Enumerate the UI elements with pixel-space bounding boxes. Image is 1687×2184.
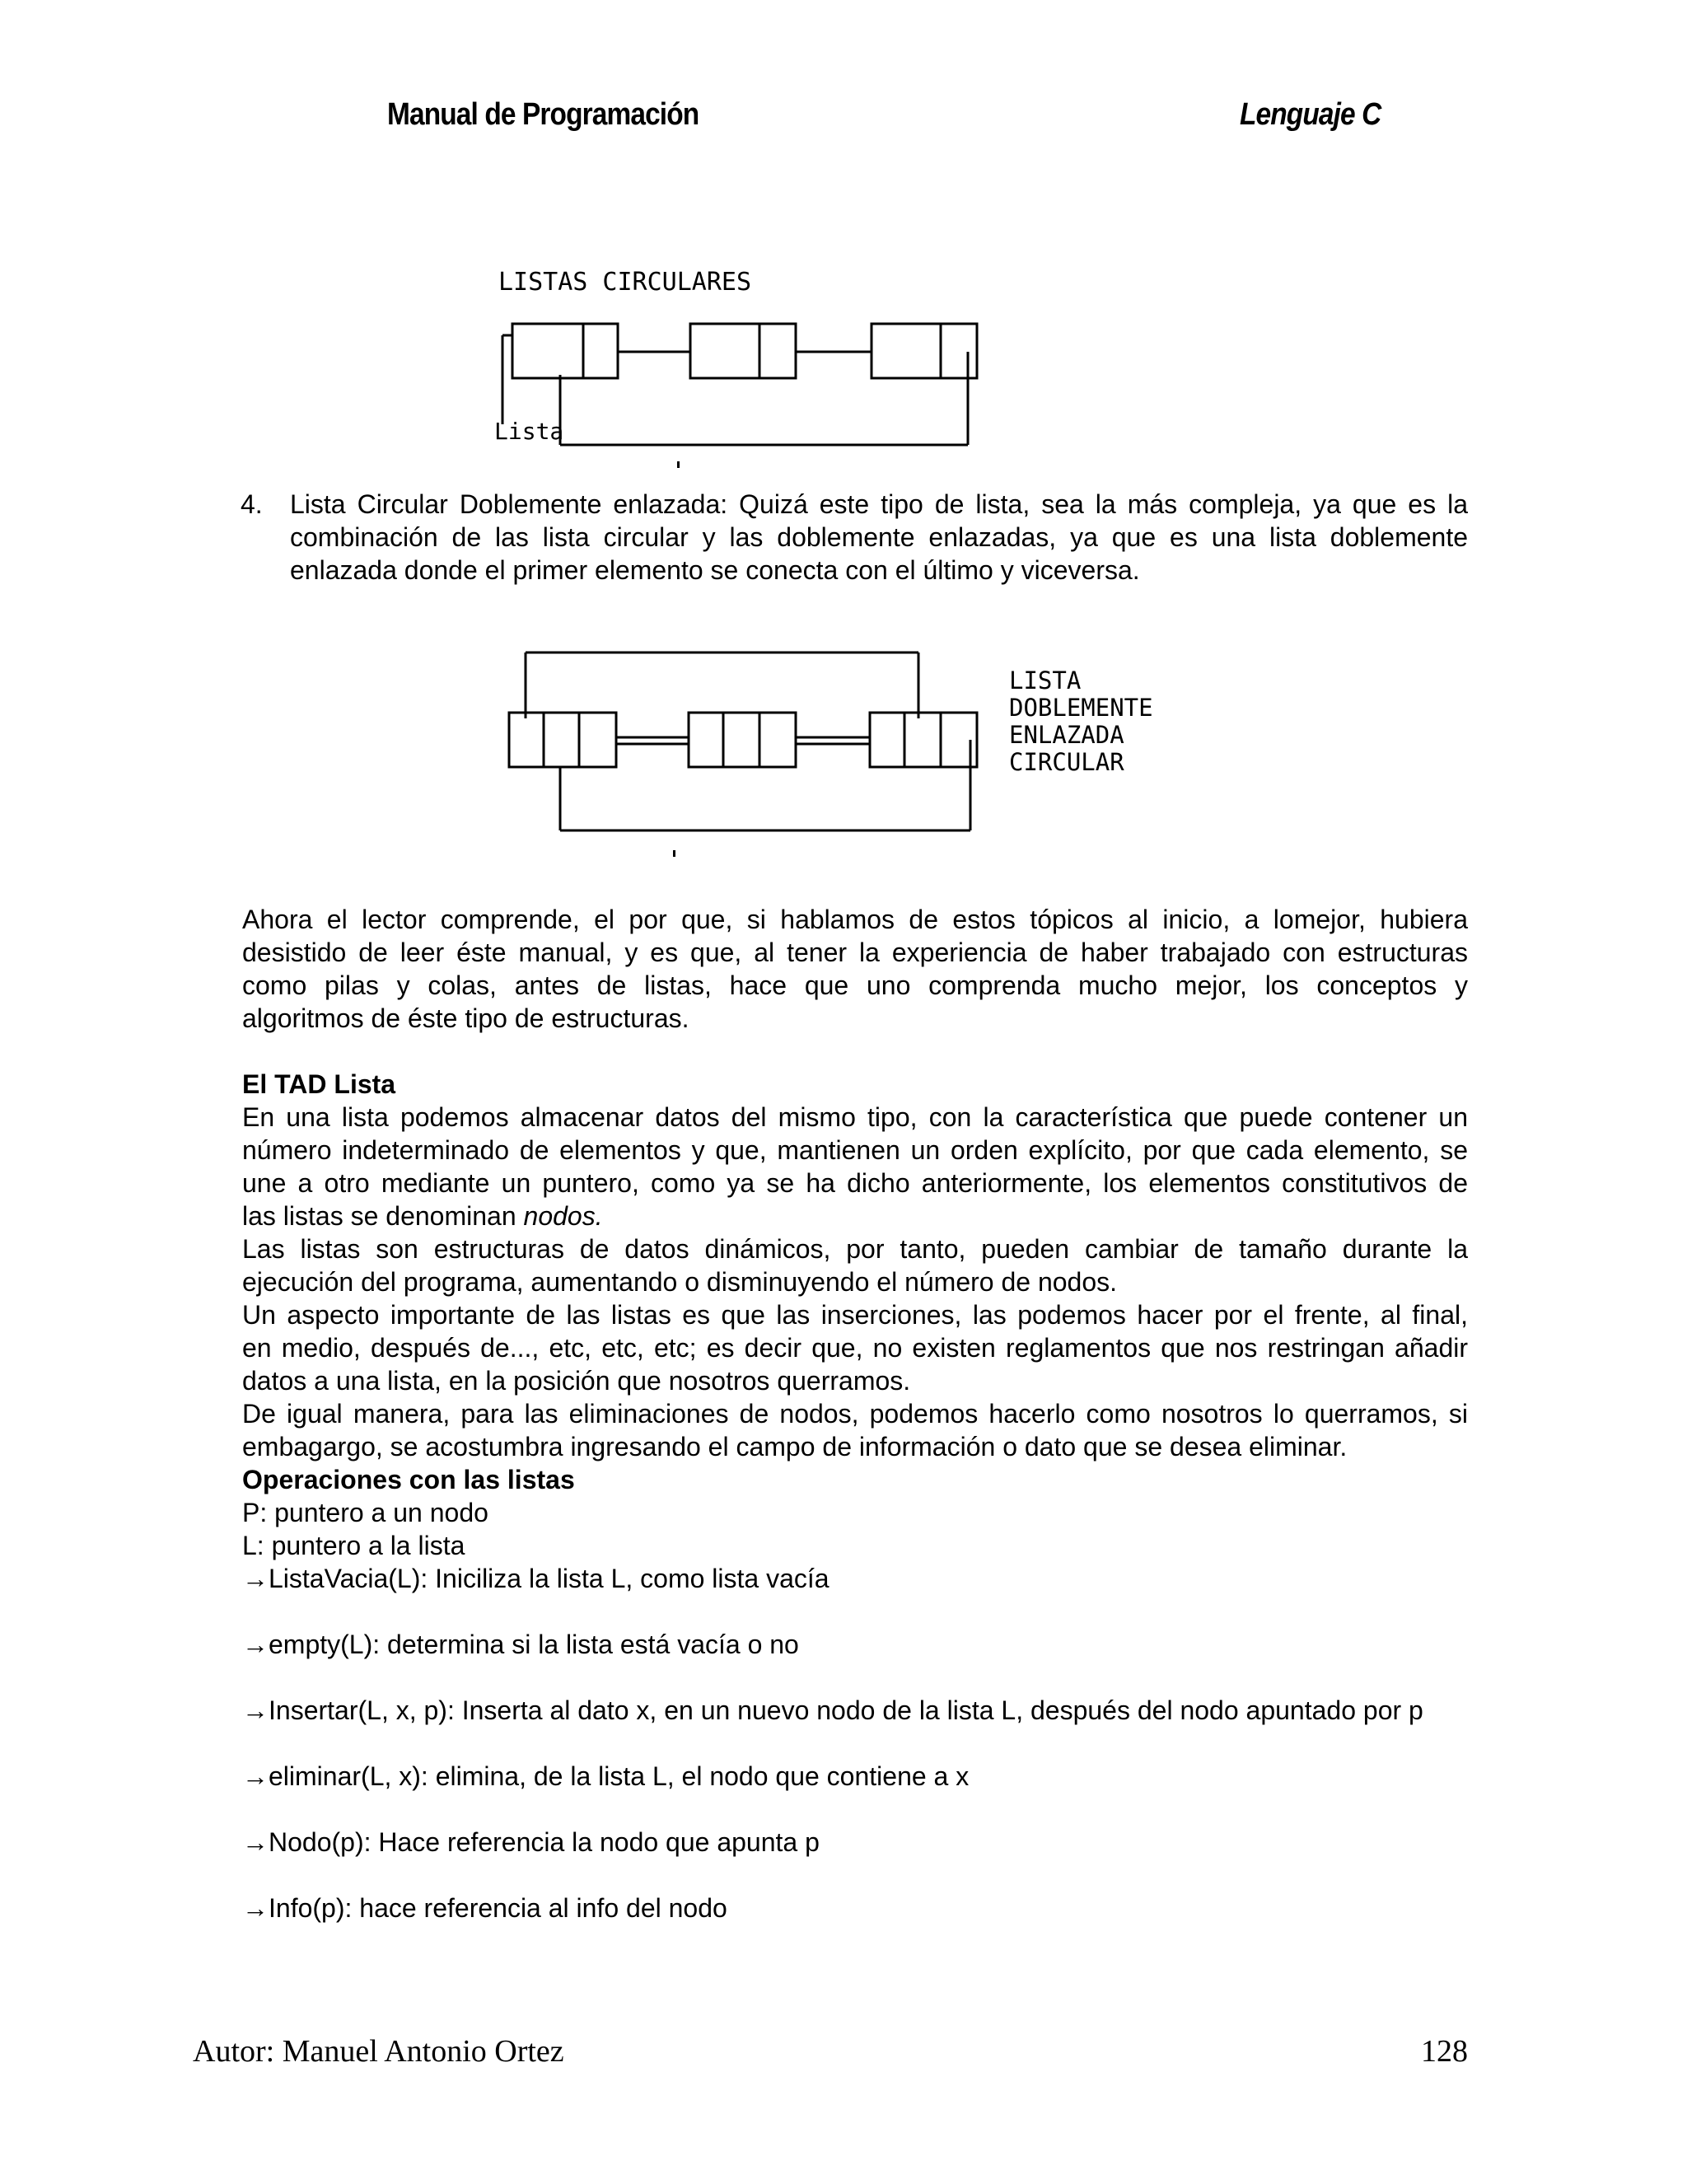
operation-text: Nodo(p): Hace referencia la nodo que apunta p xyxy=(269,1827,820,1857)
operation-text: Info(p): hace referencia al info del nodo xyxy=(269,1893,727,1923)
operation-text: eliminar(L, x): elimina, de la lista L, el nodo que contiene a x xyxy=(269,1761,970,1791)
list-pointer-label: Lista xyxy=(494,418,564,445)
operation-text: ListaVacia(L): Iniciliza la lista L, como lista vacía xyxy=(269,1564,829,1593)
arrow-icon: → xyxy=(242,1761,269,1791)
text-fragment: las listas se denominan xyxy=(242,1201,524,1231)
page-number: 128 xyxy=(1421,2034,1468,2069)
section-heading: Operaciones con las listas xyxy=(242,1465,575,1494)
text-line: En una lista podemos almacenar datos del mismo tipo, con la característica que puede contener un xyxy=(242,1102,1468,1132)
list-node xyxy=(509,713,616,767)
footer-author: Autor: Manuel Antonio Ortez xyxy=(193,2034,564,2069)
diagram-label-line: CIRCULAR xyxy=(1009,748,1124,776)
diagram-title: LISTAS CIRCULARES xyxy=(498,268,752,297)
item4-paragraph xyxy=(290,488,1468,587)
operation-item xyxy=(242,1694,1423,1727)
text-line: como pilas y colas, antes de listas, hace que uno comprenda mucho mejor, los conceptos y xyxy=(242,970,1468,1000)
arrow-icon: → xyxy=(242,1630,269,1659)
header-subtitle: Lenguaje C xyxy=(1240,97,1381,132)
operation-item xyxy=(242,1628,799,1661)
text-line: combinación de las lista circular y las doblemente enlazadas, ya que es una lista doblemente xyxy=(290,522,1468,552)
text-line: ejecución del programa, aumentando o disminuyendo el número de nodos. xyxy=(242,1267,1118,1297)
operation-text: Insertar(L, x, p): Inserta al dato x, en un nuevo nodo de la lista L, después del nodo apuntado por p xyxy=(269,1695,1423,1725)
operation-item xyxy=(242,1562,829,1595)
text-line: une a otro mediante un puntero, como ya se ha dicho anteriormente, los elementos constitutivos de xyxy=(242,1168,1468,1198)
text-line: De igual manera, para las eliminaciones de nodos, podemos hacerlo como nosotros lo querramos, si xyxy=(242,1399,1468,1429)
text-line: Un aspecto importante de las listas es que las inserciones, las podemos hacer por el frente, al final, xyxy=(242,1300,1468,1330)
list-node xyxy=(689,713,796,767)
text-line: Las listas son estructuras de datos dinámicos, por tanto, pueden cambiar de tamaño durante la xyxy=(242,1234,1468,1264)
text-line xyxy=(242,1200,1468,1232)
diagram-label-line: LISTA xyxy=(1009,666,1082,694)
arrow-icon: → xyxy=(242,1564,269,1593)
text-line: P: puntero a un nodo xyxy=(242,1498,488,1527)
text-line: Ahora el lector comprende, el por que, si hablamos de estos tópicos al inicio, a lomejor, hubiera xyxy=(242,905,1468,934)
arrow-icon: → xyxy=(242,1893,269,1923)
item-number: 4. xyxy=(241,489,263,519)
header-title: Manual de Programación xyxy=(387,97,699,132)
text-line: Lista Circular Doblemente enlazada: Quizá este tipo de lista, sea la más compleja, ya que es la xyxy=(290,489,1468,519)
arrow-icon: → xyxy=(242,1695,269,1725)
operation-item xyxy=(242,1760,969,1793)
text-line: embagargo, se acostumbra ingresando el campo de información o dato que se desea eliminar. xyxy=(242,1432,1348,1461)
arrow-icon: → xyxy=(242,1827,269,1857)
list-node xyxy=(872,324,977,378)
text-line: L: puntero a la lista xyxy=(242,1531,465,1560)
section-heading: El TAD Lista xyxy=(242,1069,396,1099)
operation-text: empty(L): determina si la lista está vacía o no xyxy=(269,1630,799,1659)
text-line: algoritmos de éste tipo de estructuras. xyxy=(242,1003,689,1033)
circular-list-diagram xyxy=(486,260,997,474)
text-line: en medio, después de..., etc, etc, etc; es decir que, no existen reglamentos que nos restringan añadir xyxy=(242,1333,1468,1363)
double-circular-list-diagram xyxy=(494,643,1186,869)
list-node xyxy=(512,324,618,378)
diagram-label-line: DOBLEMENTE xyxy=(1009,694,1153,722)
text-line: enlazada donde el primer elemento se conecta con el último y viceversa. xyxy=(290,555,1140,585)
text-line: número indeterminado de elementos y que, mantienen un orden explícito, por que cada elemento, se xyxy=(242,1135,1468,1165)
tad-section xyxy=(242,1068,1468,1562)
list-node xyxy=(690,324,796,378)
text-line: desistido de leer éste manual, y es que, al tener la experiencia de haber trabajado con estructuras xyxy=(242,938,1468,967)
operation-item xyxy=(242,1892,727,1924)
text-line: datos a una lista, en la posición que nosotros querramos. xyxy=(242,1366,911,1396)
operation-item xyxy=(242,1826,820,1859)
intro-paragraph xyxy=(242,903,1468,1035)
list-node xyxy=(870,713,977,767)
italic-term: nodos. xyxy=(523,1201,603,1231)
diagram-label-line: ENLAZADA xyxy=(1009,721,1124,749)
